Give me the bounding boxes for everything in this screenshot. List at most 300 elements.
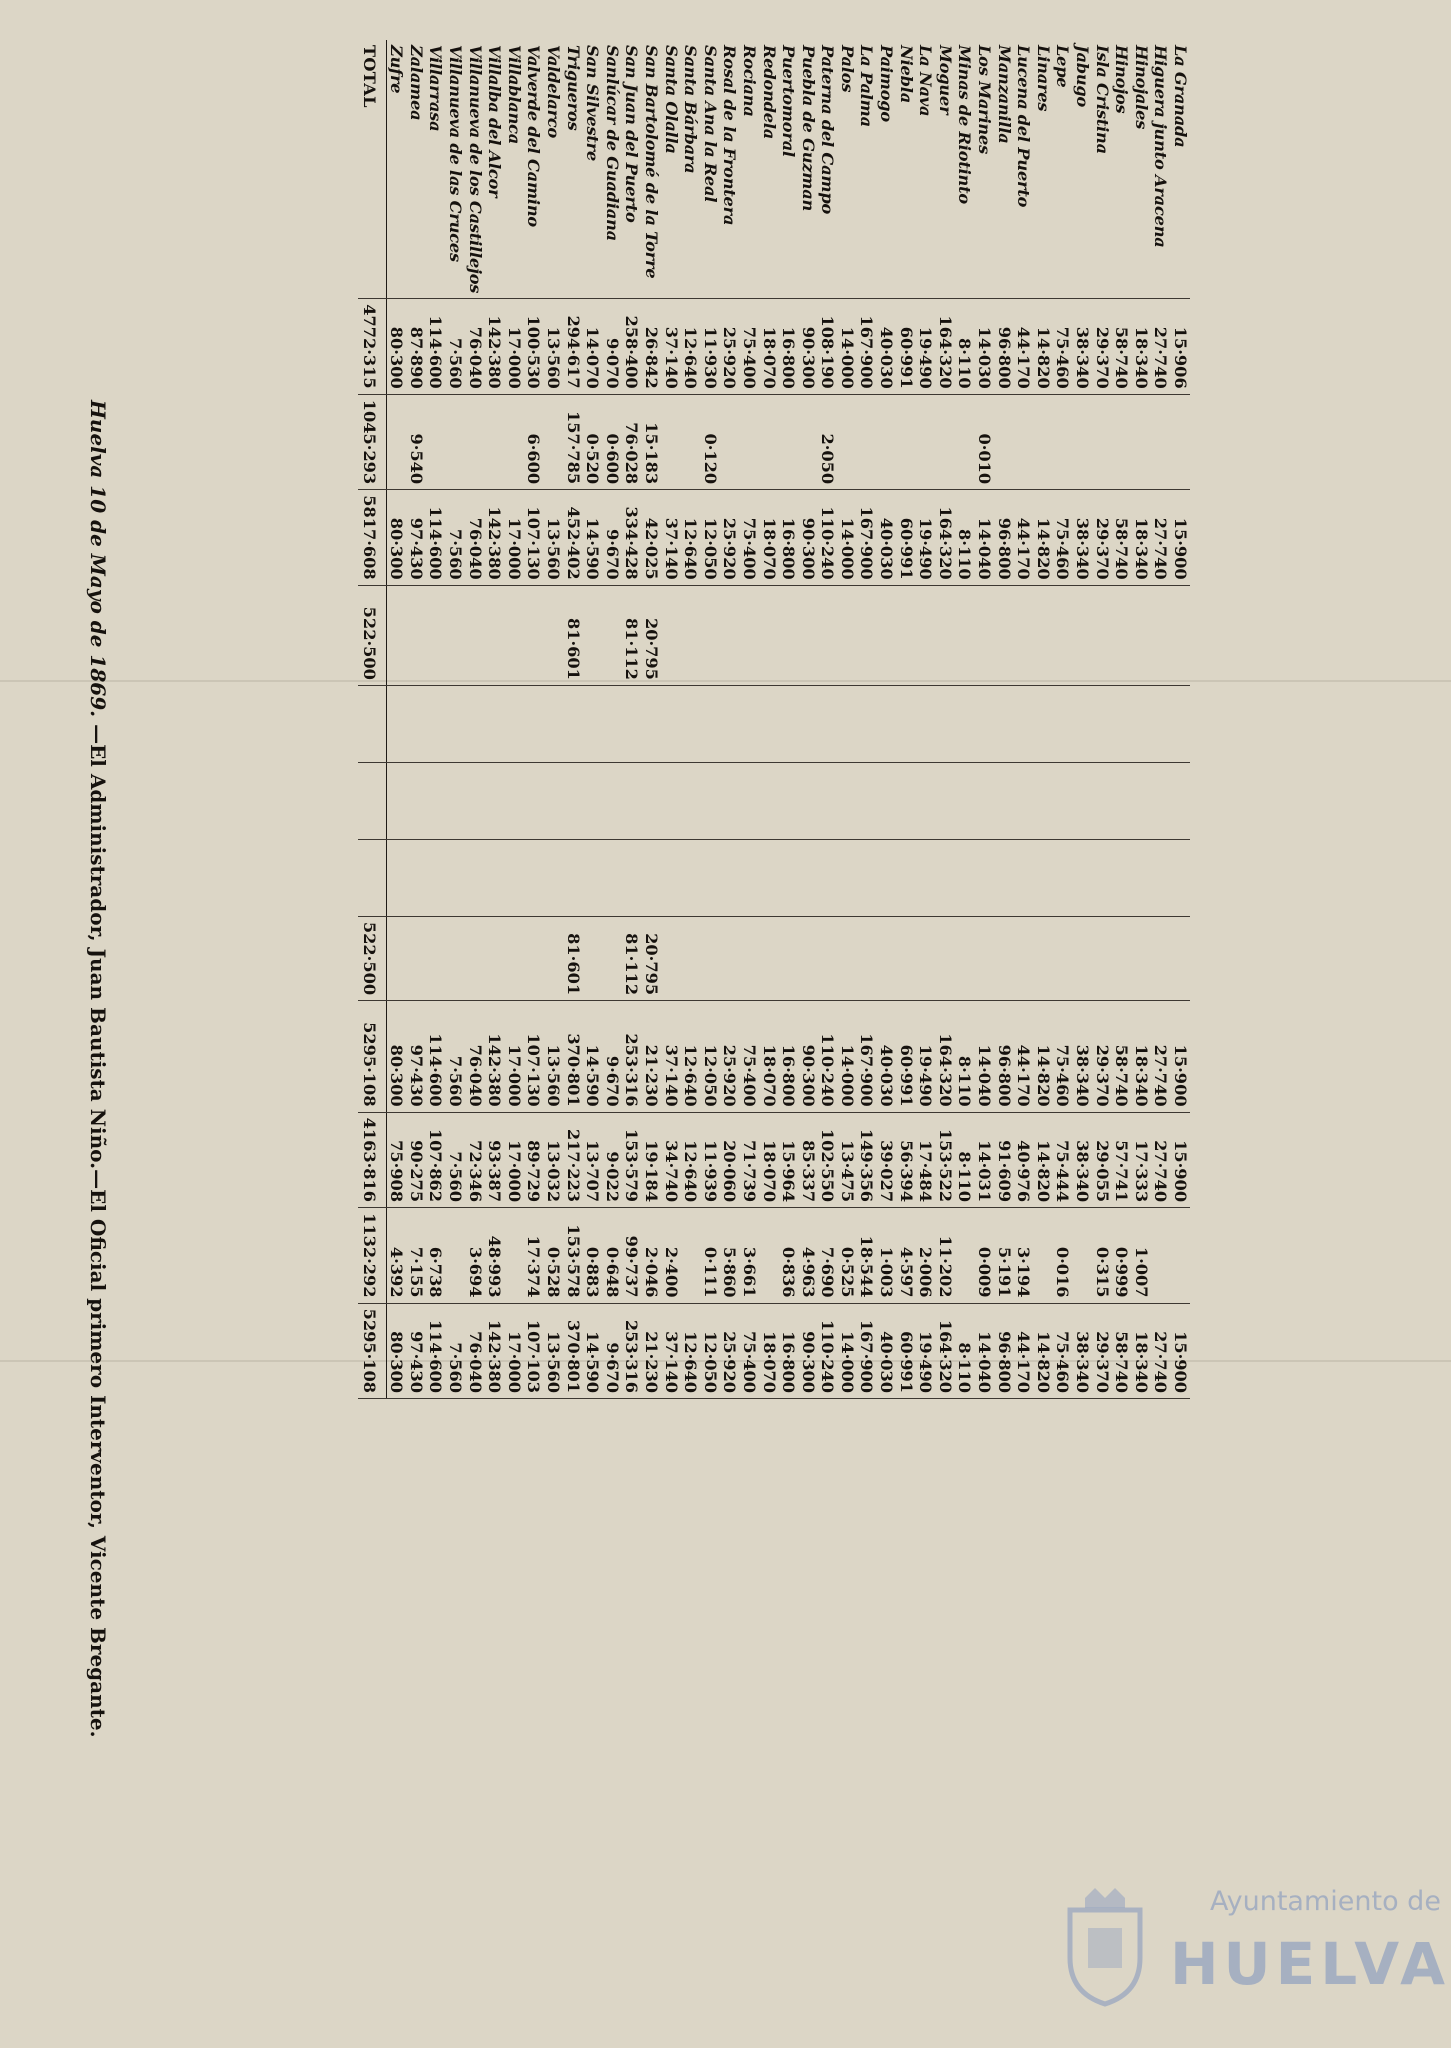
ledger-row bbox=[955, 40, 975, 1399]
amount-cell: 38·340 bbox=[1072, 299, 1092, 394]
amount-cell: 15·900 bbox=[1170, 1303, 1190, 1398]
amount-cell bbox=[1170, 839, 1190, 916]
amount-cell: 5295·108 bbox=[358, 1303, 387, 1398]
amount-cell bbox=[426, 762, 446, 839]
ledger-row bbox=[602, 40, 622, 1399]
amount-cell bbox=[1112, 685, 1132, 762]
amount-cell bbox=[720, 762, 740, 839]
ledger-row bbox=[445, 40, 465, 1399]
amount-cell bbox=[1014, 685, 1034, 762]
amount-cell: 58·740 bbox=[1112, 1017, 1132, 1112]
amount-cell bbox=[563, 685, 583, 762]
amount-cell: 2·400 bbox=[661, 1208, 681, 1303]
column-gap bbox=[641, 1001, 661, 1018]
amount-cell bbox=[681, 602, 701, 686]
amount-cell bbox=[681, 1208, 701, 1303]
amount-cell: 14·590 bbox=[583, 1017, 603, 1112]
amount-cell: 20·795 bbox=[641, 602, 661, 686]
column-gap bbox=[935, 1001, 955, 1018]
amount-cell: 15·900 bbox=[1170, 490, 1190, 585]
amount-cell bbox=[1170, 685, 1190, 762]
amount-cell bbox=[798, 916, 818, 1000]
amount-cell: 38·340 bbox=[1072, 1303, 1092, 1398]
amount-cell: 60·991 bbox=[896, 1017, 916, 1112]
amount-cell bbox=[739, 839, 759, 916]
municipality-name: Isla Cristina bbox=[1092, 40, 1112, 299]
municipality-name: Villarrasa bbox=[426, 40, 446, 299]
ledger-row bbox=[739, 40, 759, 1399]
amount-cell: 14·590 bbox=[583, 1303, 603, 1398]
amount-cell bbox=[896, 602, 916, 686]
amount-cell bbox=[1151, 685, 1171, 762]
amount-cell bbox=[465, 394, 485, 489]
amount-cell: 58·740 bbox=[1112, 490, 1132, 585]
column-gap bbox=[543, 585, 563, 602]
amount-cell bbox=[1170, 394, 1190, 489]
footer-signatures: —El Administrador, Juan Bautista Niño.—El Oficial primero Interventor, Vicente Bregante. bbox=[86, 724, 110, 1738]
amount-cell bbox=[1033, 916, 1053, 1000]
column-gap bbox=[1131, 585, 1151, 602]
amount-cell: 13·707 bbox=[583, 1112, 603, 1207]
ledger-row bbox=[1131, 40, 1151, 1399]
amount-cell bbox=[1072, 839, 1092, 916]
column-gap bbox=[779, 1001, 799, 1018]
amount-cell: 19·490 bbox=[916, 299, 936, 394]
amount-cell bbox=[1092, 602, 1112, 686]
amount-cell bbox=[1014, 394, 1034, 489]
amount-cell bbox=[543, 602, 563, 686]
amount-cell bbox=[1053, 602, 1073, 686]
amount-cell: 26·842 bbox=[641, 299, 661, 394]
amount-cell bbox=[1072, 916, 1092, 1000]
amount-cell: 14·820 bbox=[1033, 1017, 1053, 1112]
amount-cell: 8·110 bbox=[955, 299, 975, 394]
amount-cell bbox=[759, 394, 779, 489]
amount-cell: 258·400 bbox=[622, 299, 642, 394]
column-gap bbox=[720, 585, 740, 602]
amount-cell: 75·460 bbox=[1053, 490, 1073, 585]
amount-cell: 9·070 bbox=[602, 299, 622, 394]
amount-cell: 93·387 bbox=[485, 1112, 505, 1207]
amount-cell bbox=[524, 839, 544, 916]
amount-cell: 89·729 bbox=[524, 1112, 544, 1207]
amount-cell: 40·976 bbox=[1014, 1112, 1034, 1207]
amount-cell bbox=[406, 916, 426, 1000]
amount-cell bbox=[1053, 394, 1073, 489]
column-gap bbox=[661, 585, 681, 602]
municipality-name: Jabugo bbox=[1072, 40, 1092, 299]
ledger-row bbox=[837, 40, 857, 1399]
amount-cell: 18·340 bbox=[1131, 1303, 1151, 1398]
amount-cell: 96·800 bbox=[994, 490, 1014, 585]
amount-cell bbox=[583, 602, 603, 686]
amount-cell bbox=[583, 839, 603, 916]
amount-cell: 0·315 bbox=[1092, 1208, 1112, 1303]
amount-cell: 37·140 bbox=[661, 1303, 681, 1398]
amount-cell: 25·920 bbox=[720, 490, 740, 585]
amount-cell: 29·370 bbox=[1092, 1017, 1112, 1112]
column-gap bbox=[779, 585, 799, 602]
amount-cell bbox=[818, 916, 838, 1000]
amount-cell: 34·740 bbox=[661, 1112, 681, 1207]
amount-cell: 13·560 bbox=[543, 490, 563, 585]
municipality-name: Puebla de Guzman bbox=[798, 40, 818, 299]
ledger-row bbox=[896, 40, 916, 1399]
municipality-name: Palos bbox=[837, 40, 857, 299]
amount-cell: 81·112 bbox=[622, 602, 642, 686]
municipality-name: Zalamea bbox=[406, 40, 426, 299]
amount-cell bbox=[1151, 394, 1171, 489]
amount-cell bbox=[485, 394, 505, 489]
amount-cell: 75·460 bbox=[1053, 299, 1073, 394]
amount-cell: 76·040 bbox=[465, 490, 485, 585]
amount-cell: 107·103 bbox=[524, 1303, 544, 1398]
amount-cell: 16·800 bbox=[779, 1017, 799, 1112]
amount-cell: 76·040 bbox=[465, 1017, 485, 1112]
amount-cell: 75·400 bbox=[739, 1303, 759, 1398]
municipality-name: La Palma bbox=[857, 40, 877, 299]
amount-cell: 9·670 bbox=[602, 1017, 622, 1112]
amount-cell: 114·600 bbox=[426, 490, 446, 585]
amount-cell: 0·648 bbox=[602, 1208, 622, 1303]
amount-cell: 27·740 bbox=[1151, 1112, 1171, 1207]
amount-cell bbox=[1014, 762, 1034, 839]
column-gap bbox=[563, 585, 583, 602]
amount-cell: 17·000 bbox=[504, 490, 524, 585]
amount-cell: 18·070 bbox=[759, 1017, 779, 1112]
amount-cell: 15·183 bbox=[641, 394, 661, 489]
amount-cell bbox=[1033, 602, 1053, 686]
amount-cell bbox=[798, 839, 818, 916]
amount-cell: 96·800 bbox=[994, 299, 1014, 394]
amount-cell: 0·525 bbox=[837, 1208, 857, 1303]
amount-cell bbox=[994, 916, 1014, 1000]
amount-cell bbox=[955, 839, 975, 916]
amount-cell bbox=[465, 839, 485, 916]
amount-cell bbox=[896, 839, 916, 916]
amount-cell bbox=[877, 916, 897, 1000]
amount-cell: 44·170 bbox=[1014, 1303, 1034, 1398]
amount-cell bbox=[877, 839, 897, 916]
amount-cell: 107·130 bbox=[524, 490, 544, 585]
amount-cell bbox=[386, 839, 406, 916]
column-gap bbox=[622, 585, 642, 602]
amount-cell bbox=[485, 916, 505, 1000]
amount-cell: 149·356 bbox=[857, 1112, 877, 1207]
amount-cell bbox=[1033, 1208, 1053, 1303]
amount-cell: 14·820 bbox=[1033, 1112, 1053, 1207]
column-gap bbox=[857, 585, 877, 602]
amount-cell bbox=[485, 762, 505, 839]
amount-cell bbox=[445, 685, 465, 762]
amount-cell bbox=[504, 916, 524, 1000]
column-gap bbox=[896, 1001, 916, 1018]
amount-cell bbox=[583, 916, 603, 1000]
amount-cell bbox=[386, 916, 406, 1000]
column-gap bbox=[524, 1001, 544, 1018]
amount-cell: 38·340 bbox=[1072, 1017, 1092, 1112]
amount-cell bbox=[563, 839, 583, 916]
amount-cell: 96·800 bbox=[994, 1303, 1014, 1398]
amount-cell bbox=[543, 394, 563, 489]
amount-cell: 57·741 bbox=[1112, 1112, 1132, 1207]
amount-cell bbox=[779, 839, 799, 916]
amount-cell: 80·300 bbox=[386, 490, 406, 585]
amount-cell: 2·050 bbox=[818, 394, 838, 489]
amount-cell: 75·908 bbox=[386, 1112, 406, 1207]
amount-cell bbox=[1112, 839, 1132, 916]
amount-cell: 14·070 bbox=[583, 299, 603, 394]
amount-cell bbox=[955, 762, 975, 839]
column-gap bbox=[955, 585, 975, 602]
amount-cell bbox=[622, 839, 642, 916]
amount-cell: 17·374 bbox=[524, 1208, 544, 1303]
amount-cell bbox=[720, 916, 740, 1000]
ledger-row bbox=[485, 40, 505, 1399]
amount-cell bbox=[445, 394, 465, 489]
amount-cell: 16·800 bbox=[779, 299, 799, 394]
amount-cell bbox=[896, 394, 916, 489]
amount-cell bbox=[1014, 602, 1034, 686]
amount-cell bbox=[837, 916, 857, 1000]
amount-cell: 17·000 bbox=[504, 299, 524, 394]
amount-cell bbox=[994, 839, 1014, 916]
amount-cell: 6·738 bbox=[426, 1208, 446, 1303]
amount-cell: 4772·315 bbox=[358, 299, 387, 394]
amount-cell bbox=[1033, 762, 1053, 839]
ledger-table bbox=[358, 40, 1190, 1399]
amount-cell bbox=[935, 762, 955, 839]
amount-cell: 5295·108 bbox=[358, 1017, 387, 1112]
amount-cell bbox=[935, 602, 955, 686]
amount-cell bbox=[543, 762, 563, 839]
amount-cell: 14·590 bbox=[583, 490, 603, 585]
amount-cell: 75·400 bbox=[739, 299, 759, 394]
amount-cell bbox=[681, 685, 701, 762]
amount-cell: 167·900 bbox=[857, 1017, 877, 1112]
footer-place-date: Huelva 10 de Mayo de 1869. bbox=[86, 400, 110, 718]
amount-cell bbox=[1014, 839, 1034, 916]
amount-cell bbox=[524, 685, 544, 762]
amount-cell bbox=[759, 762, 779, 839]
amount-cell: 18·544 bbox=[857, 1208, 877, 1303]
amount-cell: 18·070 bbox=[759, 1112, 779, 1207]
coat-of-arms-icon bbox=[1060, 1888, 1150, 2008]
ledger-row bbox=[406, 40, 426, 1399]
amount-cell: 114·600 bbox=[426, 1017, 446, 1112]
amount-cell bbox=[955, 1208, 975, 1303]
amount-cell bbox=[504, 839, 524, 916]
amount-cell: 11·939 bbox=[700, 1112, 720, 1207]
column-gap bbox=[1092, 585, 1112, 602]
amount-cell bbox=[602, 916, 622, 1000]
municipality-name: Hinojos bbox=[1112, 40, 1132, 299]
municipality-name: Los Marines bbox=[974, 40, 994, 299]
amount-cell bbox=[1131, 602, 1151, 686]
amount-cell: 2·006 bbox=[916, 1208, 936, 1303]
amount-cell: 12·050 bbox=[700, 490, 720, 585]
amount-cell bbox=[1053, 762, 1073, 839]
ledger-row bbox=[1170, 40, 1190, 1399]
amount-cell: 37·140 bbox=[661, 490, 681, 585]
municipality-name: Rociana bbox=[739, 40, 759, 299]
column-gap bbox=[543, 1001, 563, 1018]
ledger-row bbox=[386, 40, 406, 1399]
amount-cell: 16·800 bbox=[779, 490, 799, 585]
amount-cell bbox=[661, 916, 681, 1000]
amount-cell: 14·030 bbox=[974, 299, 994, 394]
amount-cell: 21·230 bbox=[641, 1303, 661, 1398]
column-gap bbox=[877, 585, 897, 602]
amount-cell: 294·617 bbox=[563, 299, 583, 394]
municipality-name: Lepe bbox=[1053, 40, 1073, 299]
column-gap bbox=[837, 585, 857, 602]
amount-cell: 80·300 bbox=[386, 299, 406, 394]
amount-cell: 80·300 bbox=[386, 1303, 406, 1398]
column-gap bbox=[406, 585, 426, 602]
amount-cell: 3·194 bbox=[1014, 1208, 1034, 1303]
amount-cell bbox=[1053, 916, 1073, 1000]
amount-cell bbox=[935, 685, 955, 762]
amount-cell bbox=[955, 394, 975, 489]
amount-cell bbox=[916, 916, 936, 1000]
amount-cell: 8·110 bbox=[955, 1112, 975, 1207]
amount-cell bbox=[896, 762, 916, 839]
amount-cell bbox=[896, 916, 916, 1000]
municipality-name: Hinojales bbox=[1131, 40, 1151, 299]
amount-cell bbox=[406, 685, 426, 762]
amount-cell: 15·964 bbox=[779, 1112, 799, 1207]
amount-cell: 42·025 bbox=[641, 490, 661, 585]
amount-cell: 5·191 bbox=[994, 1208, 1014, 1303]
amount-cell: 3·661 bbox=[739, 1208, 759, 1303]
amount-cell bbox=[759, 602, 779, 686]
amount-cell: 14·040 bbox=[974, 1303, 994, 1398]
amount-cell: 167·900 bbox=[857, 1303, 877, 1398]
ledger-row bbox=[465, 40, 485, 1399]
ledger-row bbox=[1014, 40, 1034, 1399]
amount-cell bbox=[877, 762, 897, 839]
amount-cell bbox=[779, 762, 799, 839]
ledger-row bbox=[877, 40, 897, 1399]
amount-cell: 4163·816 bbox=[358, 1112, 387, 1207]
amount-cell bbox=[1092, 762, 1112, 839]
amount-cell: 0·836 bbox=[779, 1208, 799, 1303]
amount-cell: 12·050 bbox=[700, 1303, 720, 1398]
amount-cell bbox=[1033, 685, 1053, 762]
amount-cell bbox=[681, 762, 701, 839]
amount-cell: 452·402 bbox=[563, 490, 583, 585]
amount-cell bbox=[1072, 394, 1092, 489]
amount-cell: 102·550 bbox=[818, 1112, 838, 1207]
amount-cell: 14·820 bbox=[1033, 490, 1053, 585]
municipality-name: Santa Ana la Real bbox=[700, 40, 720, 299]
amount-cell bbox=[837, 839, 857, 916]
amount-cell: 11·202 bbox=[935, 1208, 955, 1303]
column-gap bbox=[583, 585, 603, 602]
amount-cell: 99·737 bbox=[622, 1208, 642, 1303]
ledger-row bbox=[426, 40, 446, 1399]
amount-cell: 142·380 bbox=[485, 1017, 505, 1112]
ledger-row bbox=[916, 40, 936, 1399]
amount-cell bbox=[739, 685, 759, 762]
amount-cell: 8·110 bbox=[955, 1017, 975, 1112]
amount-cell: 90·300 bbox=[798, 1017, 818, 1112]
column-gap bbox=[1014, 1001, 1034, 1018]
column-gap bbox=[916, 585, 936, 602]
column-gap bbox=[994, 585, 1014, 602]
amount-cell bbox=[818, 762, 838, 839]
amount-cell: 5·860 bbox=[720, 1208, 740, 1303]
amount-cell bbox=[543, 839, 563, 916]
column-gap bbox=[1131, 1001, 1151, 1018]
column-gap bbox=[1072, 585, 1092, 602]
amount-cell bbox=[974, 916, 994, 1000]
amount-cell: 56·394 bbox=[896, 1112, 916, 1207]
column-gap bbox=[426, 585, 446, 602]
amount-cell: 100·530 bbox=[524, 299, 544, 394]
amount-cell: 40·030 bbox=[877, 299, 897, 394]
amount-cell: 1045·293 bbox=[358, 394, 387, 489]
column-gap bbox=[759, 585, 779, 602]
column-gap bbox=[896, 585, 916, 602]
amount-cell: 14·000 bbox=[837, 299, 857, 394]
ledger-row bbox=[1092, 40, 1112, 1399]
amount-cell bbox=[358, 762, 387, 839]
amount-cell bbox=[759, 1208, 779, 1303]
column-gap bbox=[1072, 1001, 1092, 1018]
municipality-name: Valdelarco bbox=[543, 40, 563, 299]
amount-cell: 90·300 bbox=[798, 1303, 818, 1398]
column-gap bbox=[739, 585, 759, 602]
ledger-row bbox=[994, 40, 1014, 1399]
municipality-name: Niebla bbox=[896, 40, 916, 299]
amount-cell: 1·007 bbox=[1131, 1208, 1151, 1303]
amount-cell: 167·900 bbox=[857, 299, 877, 394]
amount-cell bbox=[504, 602, 524, 686]
municipality-name: Sanlúcar de Guadiana bbox=[602, 40, 622, 299]
amount-cell bbox=[994, 685, 1014, 762]
amount-cell bbox=[602, 602, 622, 686]
amount-cell bbox=[759, 916, 779, 1000]
amount-cell: 12·640 bbox=[681, 1112, 701, 1207]
column-gap bbox=[994, 1001, 1014, 1018]
amount-cell: 9·670 bbox=[602, 1303, 622, 1398]
municipality-name: Zufre bbox=[386, 40, 406, 299]
amount-cell: 19·490 bbox=[916, 1017, 936, 1112]
amount-cell: 142·380 bbox=[485, 1303, 505, 1398]
amount-cell: 76·040 bbox=[465, 299, 485, 394]
amount-cell bbox=[779, 602, 799, 686]
amount-cell: 153·522 bbox=[935, 1112, 955, 1207]
amount-cell: 370·801 bbox=[563, 1017, 583, 1112]
column-gap bbox=[1112, 1001, 1132, 1018]
total-row bbox=[358, 40, 387, 1399]
amount-cell: 17·333 bbox=[1131, 1112, 1151, 1207]
amount-cell: 4·392 bbox=[386, 1208, 406, 1303]
amount-cell bbox=[720, 602, 740, 686]
amount-cell bbox=[1112, 916, 1132, 1000]
amount-cell: 25·920 bbox=[720, 1017, 740, 1112]
amount-cell: 20·060 bbox=[720, 1112, 740, 1207]
amount-cell: 97·430 bbox=[406, 1017, 426, 1112]
municipality-name: San Juan del Puerto bbox=[622, 40, 642, 299]
amount-cell bbox=[1131, 839, 1151, 916]
municipality-name: Puertomoral bbox=[779, 40, 799, 299]
amount-cell bbox=[759, 685, 779, 762]
amount-cell bbox=[602, 762, 622, 839]
amount-cell bbox=[955, 916, 975, 1000]
